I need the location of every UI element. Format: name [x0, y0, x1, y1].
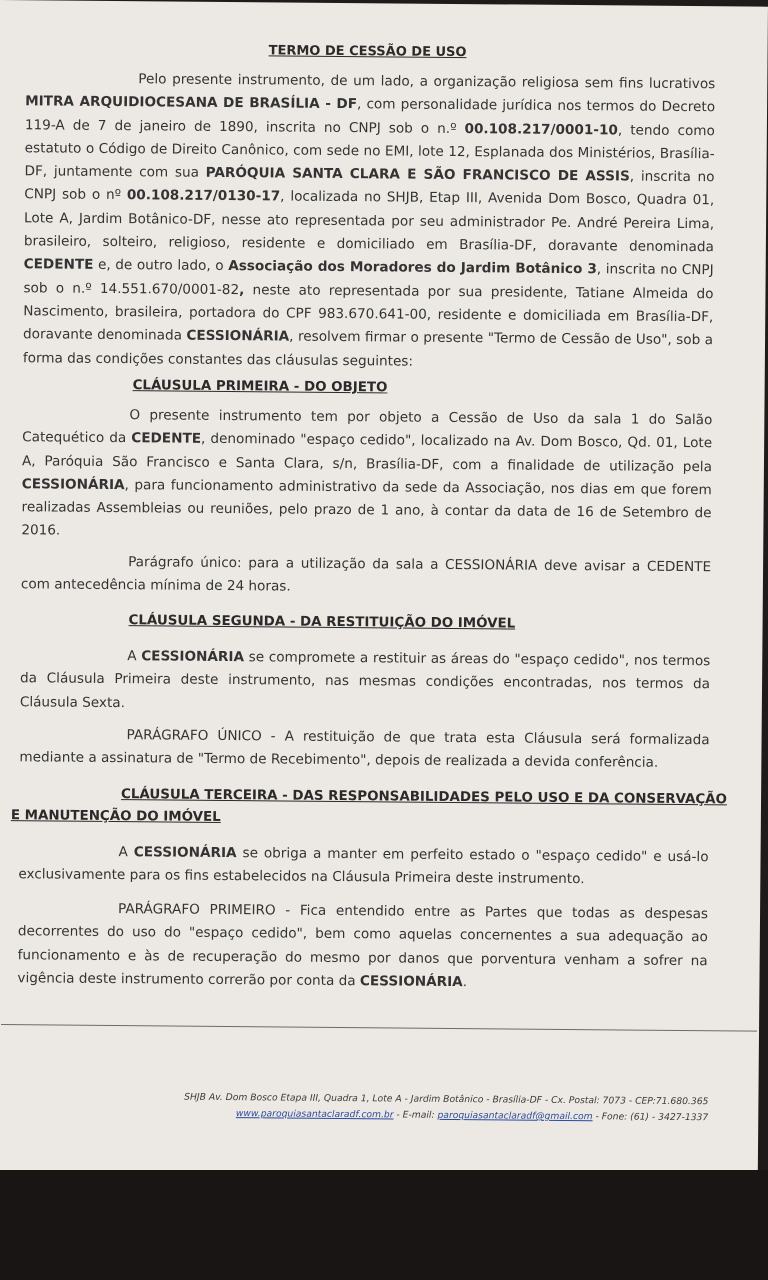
- association-name: Associação dos Moradores do Jardim Botânico 3: [228, 258, 597, 278]
- website-link[interactable]: www.paroquiasantaclaradf.com.br: [235, 1108, 394, 1121]
- clause-2-heading: CLÁUSULA SEGUNDA - DA RESTITUIÇÃO DO IMÓVEL: [128, 613, 516, 632]
- clause-3-first-paragraph: PARÁGRAFO PRIMEIRO - Fica entendido entre as Partes que todas as despesas decorrentes do uso do "espaço cedido", bem como aquelas concernentes a sua adequação ao funcionamento e às de recuperação do mesmo por danos que porventura venham a sofrer na vigência deste instrumento correrão por conta da CESSIONÁRIA.: [17, 901, 709, 991]
- clause-2-sole-paragraph: PARÁGRAFO ÚNICO - A restituição de que trata esta Cláusula será formalizada mediante a assinatura de "Termo de Recebimento", depois de realizada a devida conferência.: [19, 727, 710, 772]
- footer-address: SHJB Av. Dom Bosco Etapa III, Quadra 1, Lote A - Jardim Botânico - Brasília-DF - Cx. Postal: 7073 - CEP:71.680.365: [184, 1091, 709, 1108]
- clause-1-paragraph: O presente instrumento tem por objeto a Cessão de Uso da sala 1 do Salão Catequético da CEDENTE, denominado "espaço cedido", localizado na Av. Dom Bosco, Qd. 01, Lote A, Paróquia São Francisco e Santa Clara, s/n, Brasília-DF, com a finalidade de utilização pela CESSIONÁRIA, para funcionamento administrativo da sede da Associação, nos dias em que forem realizadas Assembleias ou reuniões, pelo prazo de 1 ano, à contar da data de 16 de Setembro de 2016.: [21, 407, 713, 540]
- intro-paragraph: Pelo presente instrumento, de um lado, a organização religiosa sem fins lucrativos MITRA ARQUIDIOCESANA DE BRASÍLIA - DF, com personalidade jurídica nos termos do Decreto 119-A de 7 de janeiro de 1890, inscrita no CNPJ sob o n.º 00.108.217/0001-10, tendo como estatuto o Código de Direito Canônico, com sede no EMI, lote 12, Esplanada dos Ministérios, Brasília-DF, juntamente com sua PARÓQUIA SANTA CLARA E SÃO FRANCISCO DE ASSIS, inscrita no CNPJ sob o nº 00.108.217/0130-17, localizada no SHJB, Etap III, Avenida Dom Bosco, Quadra 01, Lote A, Jardim Botânico-DF, nesse ato representada por seu administrador Pe. André Pereira Lima, brasileiro, solteiro, religioso, residente e domiciliado em Brasília-DF, doravante denominada CEDENTE e, de outro lado, o Associação dos Moradores do Jardim Botânico 3, inscrita no CNPJ sob o n.º 14.551.670/0001-82, neste ato representada por sua presidente, Tatiane Almeida do Nascimento, brasileira, portadora do CPF 983.670.641-00, residente e domiciliada em Brasília-DF, doravante denominada CESSIONÁRIA, resolvem firmar o presente "Termo de Cessão de Uso", sob a forma das condições constantes das cláusulas seguintes:: [22, 71, 716, 370]
- document-title: TERMO DE CESSÃO DE USO: [268, 43, 467, 61]
- clause-2-paragraph: A CESSIONÁRIA se compromete a restituir as áreas do "espaço cedido", nos termos da Cláusula Primeira deste instrumento, nas mesmas condições encontradas, nos termos da Cláusula Sexta.: [19, 648, 711, 711]
- mitra-cnpj: 00.108.217/0001-10: [464, 120, 618, 138]
- clause-3-heading: CLÁUSULA TERCEIRA - DAS RESPONSABILIDADES PELO USO E DA CONSERVAÇÃO: [121, 787, 728, 808]
- footer-phone: - Fone: (61) - 3427-1337: [592, 1111, 709, 1124]
- parish-name: PARÓQUIA SANTA CLARA E SÃO FRANCISCO DE ASSIS: [205, 164, 630, 185]
- mitra-name: MITRA ARQUIDIOCESANA DE BRASÍLIA - DF: [25, 93, 358, 113]
- footer-divider: [1, 1024, 757, 1032]
- parish-cnpj: 00.108.217/0130-17: [126, 187, 281, 205]
- dark-background: [0, 1170, 768, 1280]
- clause-3-paragraph: A CESSIONÁRIA se obriga a manter em perfeito estado o "espaço cedido" e usá-lo exclusivamente para os fins estabelecidos na Cláusula Primeira deste instrumento.: [18, 844, 709, 888]
- footer-contacts: www.paroquiasantaclaradf.com.br - E-mail: paroquiasantaclaradf@gmail.com - Fone: (61) - 3427-1337: [235, 1108, 709, 1124]
- clause-1-heading: CLÁUSULA PRIMEIRA - DO OBJETO: [132, 378, 388, 396]
- clause-3-heading-continued: E MANUTENÇÃO DO IMÓVEL: [10, 808, 221, 825]
- page-footer: [100, 1089, 708, 1126]
- email-link[interactable]: paroquiasantaclaradf@gmail.com: [437, 1109, 593, 1123]
- clause-1-sole-paragraph: Parágrafo único: para a utilização da sala a CESSIONÁRIA deve avisar a CEDENTE com antecedência mínima de 24 horas.: [20, 554, 712, 595]
